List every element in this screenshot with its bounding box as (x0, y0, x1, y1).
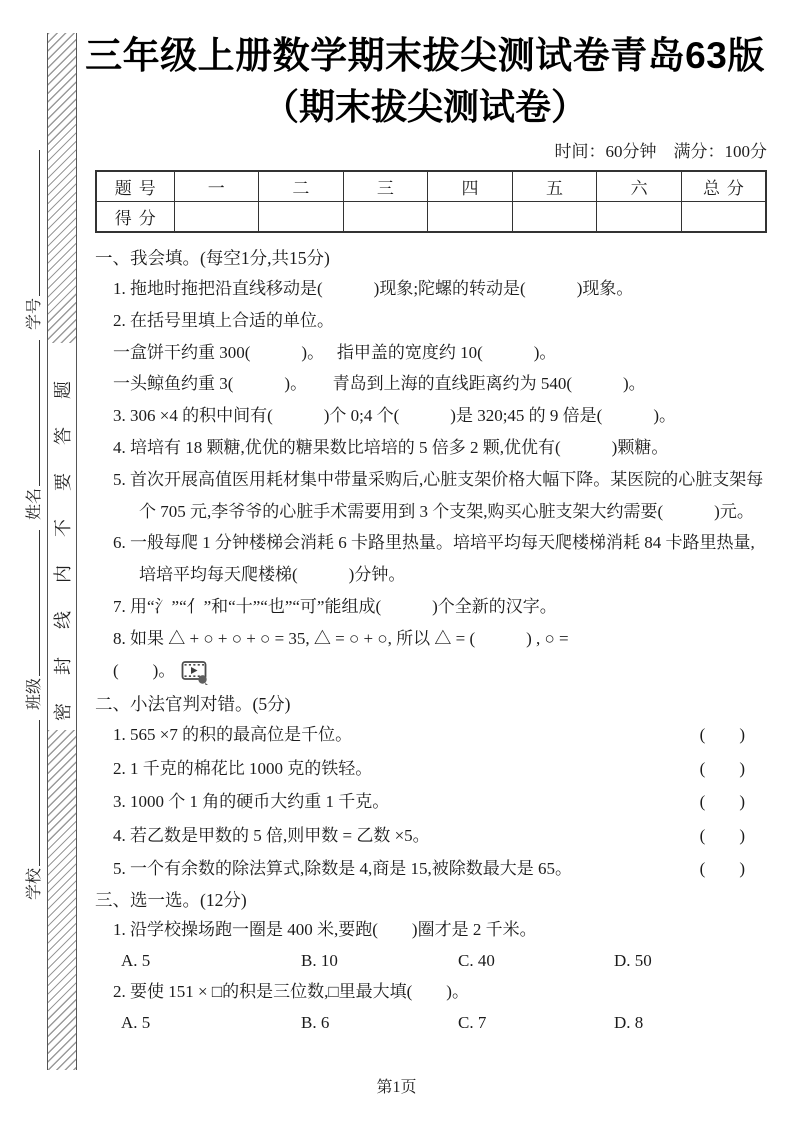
score-col-1: 一 (174, 171, 259, 202)
score-cell-empty (174, 202, 259, 233)
judge-item-5 (95, 852, 767, 886)
score-table-header-row (96, 171, 766, 202)
choice-1-option-d: D. 50 (614, 950, 652, 970)
question-8-blank: ( )。 (113, 660, 176, 680)
score-col-6: 六 (597, 171, 682, 202)
answer-paren: ( ) (699, 792, 745, 812)
judge-item-3-text: 3. 1000 个 1 角的硬币大约重 1 千克。 (113, 792, 390, 812)
judge-item-3 (95, 785, 767, 819)
class-label: 班级 (26, 677, 43, 710)
page-subtitle: （期末拔尖测试卷） (262, 86, 587, 127)
student-number-label: 学号 (26, 297, 43, 330)
score-col-5: 五 (512, 171, 597, 202)
choice-2-option-c: C. 7 (458, 1012, 487, 1032)
score-col-2: 二 (259, 171, 344, 202)
student-info-fields (0, 140, 44, 900)
answer-paren: ( ) (699, 859, 745, 879)
exam-content (95, 138, 767, 1038)
school-label: 学校 (26, 867, 43, 900)
seal-text-area (48, 343, 76, 730)
choice-2-option-a: A. 5 (121, 1012, 151, 1032)
score-col-4: 四 (428, 171, 513, 202)
choice-1-option-c: C. 40 (458, 950, 495, 970)
question-3: 3. 306 ×4 的积中间有( )个 0;4 个( )是 320;45 的 9 倍是( )。 (113, 406, 676, 426)
title-block (78, 30, 772, 132)
answer-paren: ( ) (699, 825, 745, 845)
question-2: 2. 在括号里填上合适的单位。 (113, 310, 334, 330)
score-cell-empty (681, 202, 766, 233)
score-cell-empty (428, 202, 513, 233)
question-8: 8. 如果 △ + ○ + ○ + ○ = 35, △ = ○ + ○, 所以 △ = ( ) , ○ = (113, 628, 569, 648)
question-2-unit-line-2: 一头鲸鱼约重 3( )。 青岛到上海的直线距离约为 540( )。 (113, 374, 646, 394)
exam-info: 时间：60分钟 满分：100分 (554, 142, 767, 161)
question-1: 1. 拖地时拖把沿直线移动是( )现象;陀螺的转动是( )现象。 (113, 279, 634, 298)
choice-1-options (95, 945, 767, 976)
judge-item-2-text: 2. 1 千克的棉花比 1000 克的铁轻。 (113, 758, 373, 778)
choice-2-option-b: B. 6 (301, 1012, 330, 1032)
video-play-cursor-icon (181, 660, 209, 685)
choice-1-option-a: A. 5 (121, 950, 151, 970)
judge-item-1 (95, 718, 767, 752)
question-8-continued (95, 655, 767, 687)
name-label: 姓名 (26, 487, 43, 520)
question-5: 5. 首次开展高值医用耗材集中带量采购后,心脏支架价格大幅下降。某医院的心脏支架每个 705 元,李爷爷的心脏手术需要用到 3 个支架,购买心脏支架大约需要( )元。 (113, 469, 764, 521)
question-2-unit-line-1: 一盒饼干约重 300( )。 指甲盖的宽度约 10( )。 (113, 342, 557, 362)
section-3-heading: 三、选一选。(12分) (95, 889, 247, 910)
field-class (0, 520, 44, 710)
choice-question-1: 1. 沿学校操场跑一圈是 400 米,要跑( )圈才是 2 千米。 (113, 919, 537, 939)
section-1-heading: 一、我会填。(每空1分,共15分) (95, 248, 330, 268)
seal-hatch-bottom (48, 730, 76, 1070)
judge-item-4 (95, 819, 767, 853)
answer-paren: ( ) (699, 725, 745, 745)
choice-1-option-b: B. 10 (301, 950, 338, 970)
judge-item-1-text: 1. 565 ×7 的积的最高位是千位。 (113, 725, 353, 745)
field-school (0, 710, 44, 900)
score-table-score-row (96, 202, 766, 233)
class-blank-line (38, 530, 40, 676)
judge-item-5-text: 5. 一个有余数的除法算式,除数是 4,商是 15,被除数最大是 65。 (113, 859, 572, 879)
page-number: 第1页 (376, 1079, 417, 1096)
score-cell-empty (512, 202, 597, 233)
field-name (0, 330, 44, 520)
name-blank-line (38, 340, 40, 486)
page-title: 三年级上册数学期末拔尖测试卷青岛63版 (85, 35, 765, 76)
score-cell-empty (597, 202, 682, 233)
question-4: 4. 培培有 18 颗糖,优优的糖果数比培培的 5 倍多 2 颗,优优有( )颗糖。 (113, 437, 669, 457)
school-blank-line (38, 720, 40, 866)
question-7: 7. 用“氵”“亻”和“十”“也”“可”能组成( )个全新的汉字。 (113, 596, 557, 616)
score-col-total: 总分 (681, 171, 766, 202)
seal-line-strip (47, 33, 77, 1070)
choice-2-options (95, 1007, 767, 1038)
section-2-heading: 二、小法官判对错。(5分) (95, 694, 291, 715)
choice-question-2: 2. 要使 151 × □的积是三位数,□里最大填( )。 (113, 981, 469, 1001)
answer-paren: ( ) (699, 758, 745, 778)
choice-2-option-d: D. 8 (614, 1012, 644, 1032)
score-table (95, 170, 767, 233)
student-number-blank-line (38, 150, 40, 296)
seal-line-text: 密封线内不要答题 (53, 352, 73, 721)
score-cell-empty (259, 202, 344, 233)
judge-item-2 (95, 752, 767, 786)
question-6: 6. 一般每爬 1 分钟楼梯会消耗 6 卡路里热量。培培平均每天爬楼梯消耗 84 卡路里热量,培培平均每天爬楼梯( )分钟。 (113, 533, 755, 585)
score-row-label: 得分 (96, 202, 174, 233)
seal-hatch-top (48, 33, 76, 343)
score-col-3: 三 (343, 171, 428, 202)
score-table-corner-cell: 题号 (96, 171, 174, 202)
judge-item-4-text: 4. 若乙数是甲数的 5 倍,则甲数 = 乙数 ×5。 (113, 825, 430, 845)
score-cell-empty (343, 202, 428, 233)
field-student-number (0, 140, 44, 330)
